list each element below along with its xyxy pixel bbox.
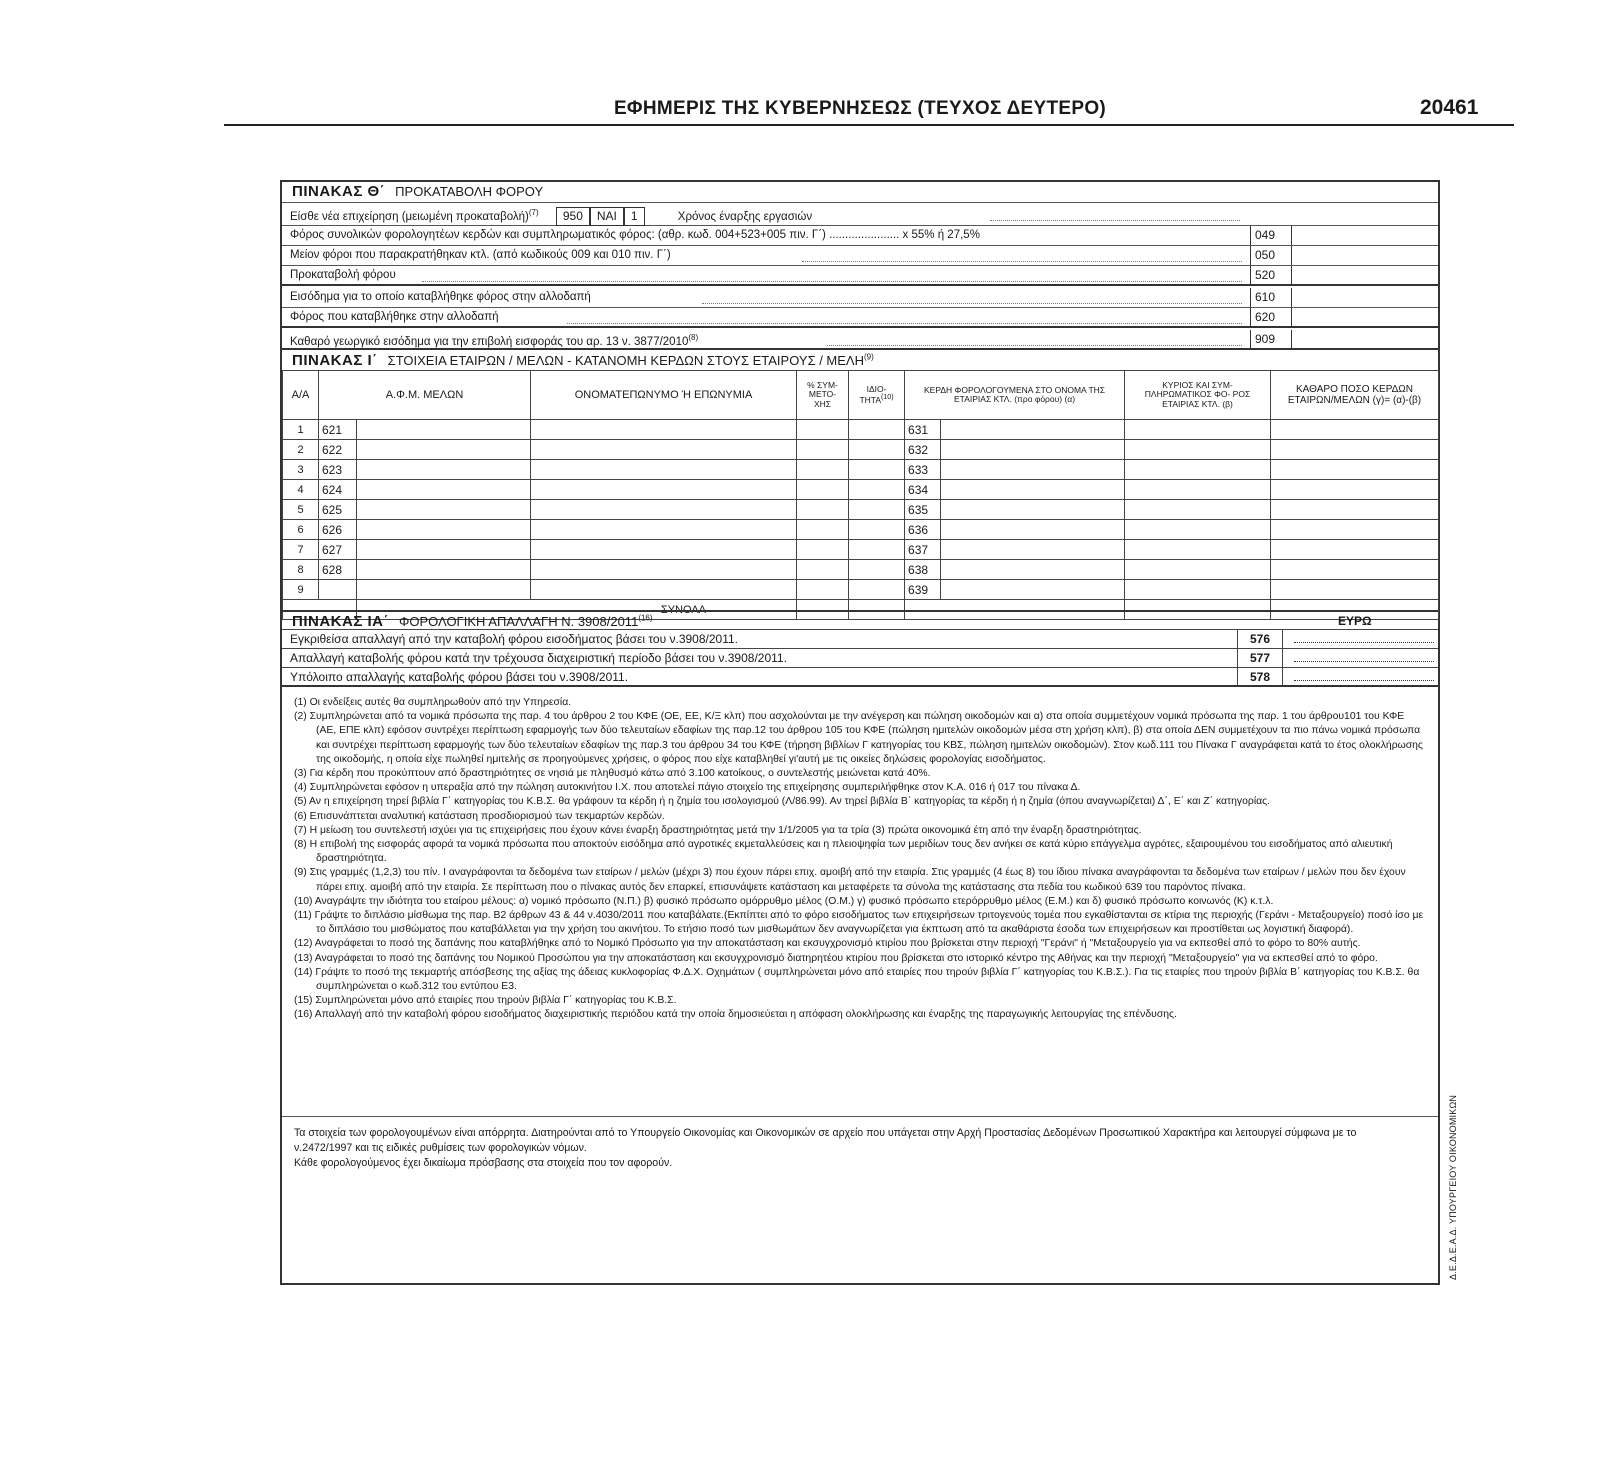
afm-input[interactable] [357, 440, 531, 460]
header-divider [224, 124, 1514, 126]
footnote-item: (2) Συμπληρώνεται από τα νομικά πρόσωπα της παρ. 4 του άρθρου 2 του ΚΦΕ (ΟΕ, ΕΕ, Κ/Ξ κλπ) που ασχολούνται με την ανέγερση και πώληση οικοδομών και α) στα οποία συμμετέχουν νομικά πρόσωπα της παρ. 1 του άρθρου101 του ΚΦΕ (ΑΕ, ΕΠΕ κλπ) εφόσον συντρέχει περίπτωση εφαρμογής των δύο τελευταίων εδαφίων της παρ.12 του άρθρου 105 του ΚΦΕ (πώληση ημιτελών οικοδομών μέσα στη χρήση κλπ), β) στα οποία ΔΕΝ συμμετέχουν τα πιο πάνω νομικά πρόσωπα και συντρέχει περίπτωση εφαρμογής των δύο τελευταίων εδαφίων της παρ.3 του άρθρου 34 του ΚΦΕ (τήρηση βιβλίων Γ κατηγορίας του ΚΒΣ, πώληση ημιτελών οικοδομών). Στον κωδ.111 του Πίνακα Γ αναγράφεται κατά το έτος ολοκλήρωσης της οικοδομής, η οποία είχε πωληθεί ημιτελής σε προηγούμενες χρήσεις, ο φόρος που είχε καταβληθεί γι'αυτή με τις οικείες δηλώσεις φορολογίας εισοδήματος. [294, 711, 1423, 765]
row-number: 7 [283, 540, 319, 560]
table-row [283, 420, 1439, 440]
ia-row-576 [282, 630, 1438, 649]
dot-leader [422, 269, 1242, 282]
new-business-value[interactable]: 1 [624, 207, 645, 226]
row-number: 9 [283, 580, 319, 600]
footnote-item: (10) Αναγράψτε την ιδιότητα του εταίρου μέλους: α) νομικό πρόσωπο (Ν.Π.) β) φυσικό πρόσωπο ομόρρυθμο μέλος (Ο.Μ.) γ) φυσικό πρόσωπο ετερόρρυθμο μέλος (Ε.Μ.) και δ) φυσικό πρόσωπο κοινωνός (Κ) κ.τ.λ. [294, 895, 1274, 907]
tax-form [280, 180, 1440, 1285]
new-business-yes[interactable]: ΝΑΙ [590, 207, 624, 226]
col-share: % ΣΥΜ- ΜΕΤΟ- ΧΗΣ [797, 371, 849, 420]
net-input[interactable] [1271, 540, 1439, 560]
net-input[interactable] [1271, 460, 1439, 480]
theta-row-label: Προκαταβολή φόρου [290, 269, 396, 281]
footnote-item: (5) Αν η επιχείρηση τηρεί βιβλία Γ΄ κατηγορίας του Κ.Β.Σ. θα γράφουν τα κέρδη ή η ζημία του ισολογισμού (Λ/86.99). Αν τηρεί βιβλία Β΄ κατηγορίας τα κέρδη ή η ζημία (όπου αναγνωρίζεται) Δ΄, Ε΄ και Ζ΄ κατηγορίας. [294, 796, 1271, 808]
code-610: 610 [1250, 288, 1292, 307]
col-profits: ΚΕΡΔΗ ΦΟΡΟΛΟΓΟΥΜΕΝΑ ΣΤΟ ΟΝΟΜΑ ΤΗΣ ΕΤΑΙΡΙΑΣ ΚΤΛ. (προ φόρου) (α) [905, 371, 1125, 420]
name-input[interactable] [531, 560, 797, 580]
footnotes [294, 696, 1424, 1023]
table-row [283, 560, 1439, 580]
net-input[interactable] [1271, 580, 1439, 600]
footnote-item: (9) Στις γραμμές (1,2,3) του πίν. Ι αναγράφονται τα δεδομένα των εταίρων / μελών (μέχρι 3) που έχουν πάρει επιχ. αμοιβή από την εταιρία. Στις γραμμές (4 έως 8) του ίδιου πίνακα αναγράφονται τα δεδομένα των εταίρων / μελών που δεν έχουν πάρει επιχ. αμοιβή από την εταιρία. Σε περίπτωση που ο πίνακας αυτός δεν επαρκεί, επισυνάψετε κατάσταση και μεταφέρετε τα σύνολα της κατάστασης στα πεδία του κωδικού 639 του παρόντος πίνακα. [294, 867, 1406, 893]
profit-input[interactable] [941, 580, 1125, 600]
status-input[interactable] [849, 540, 905, 560]
theta-row-label: Εισόδημα για το οποίο καταβλήθηκε φόρος στην αλλοδαπή [290, 291, 591, 303]
row-number: 6 [283, 520, 319, 540]
afm-input[interactable] [357, 520, 531, 540]
afm-code: 622 [319, 440, 357, 460]
code-576: 576 [1237, 630, 1283, 648]
dot-leader [802, 249, 1242, 262]
footnote-item: (3) Για κέρδη που προκύπτουν από δραστηριότητες σε νησιά με πληθυσμό κάτω από 3.100 κατοίκους, ο συντελεστής μειώνεται κατά 40%. [294, 768, 931, 780]
status-input[interactable] [849, 580, 905, 600]
footnote-item: (11) Γράψτε το διπλάσιο μίσθωμα της παρ. Β2 άρθρων 43 & 44 ν.4030/2011 που καταβάλατε.(Εκπίπτει από το φόρο εισοδήματος των επιχειρήσεων τριτογενούς τομέα που εγκαθίστανται σε κτίρια της περιοχής (Γεράνι - Μεταξουργείο) ποσό ίσο με το διπλάσιο του μισθώματος που καταβάλλεται για την χρήση του ακινήτου. Το ετήσιο ποσό των μισθωμάτων δεν αναγνωρίζεται για έκπτωση από τα ακαθάριστα έσοδα των επιχειρήσεων και προστίθεται ως λογιστική διαφορά). [294, 910, 1424, 936]
section-iota-subtitle: ΣΤΟΙΧΕΙΑ ΕΤΑΙΡΩΝ / ΜΕΛΩΝ - ΚΑΤΑΝΟΜΗ ΚΕΡΔΩΝ ΣΤΟΥΣ ΕΤΑΙΡΟΥΣ / ΜΕΛΗ [387, 353, 865, 368]
section-iota-header [282, 352, 1438, 370]
table-row [283, 580, 1439, 600]
theta-row-909 [282, 330, 1438, 350]
net-input[interactable] [1271, 420, 1439, 440]
new-business-sup: (7) [528, 208, 539, 218]
tax-input[interactable] [1125, 440, 1271, 460]
row-number: 8 [283, 560, 319, 580]
section-iota-sup: (9) [864, 352, 874, 362]
value-909-input[interactable] [1292, 330, 1438, 349]
afm-code: 627 [319, 540, 357, 560]
theta-row-049 [282, 226, 1438, 246]
footnote-item: (4) Συμπληρώνεται εφόσον η υπεραξία από την πώληση αυτοκινήτου Ι.Χ. που αποτελεί πάγιο στοιχείο της επιχείρησης συμπεριλήφθηκε στον Κ.Α. 016 ή 017 του πίνακα Δ. [294, 782, 1081, 794]
share-input[interactable] [797, 500, 849, 520]
share-input[interactable] [797, 460, 849, 480]
col-status [849, 371, 905, 420]
footnote-item: (1) Οι ενδείξεις αυτές θα συμπληρωθούν από την Υπηρεσία. [294, 697, 572, 708]
tax-input[interactable] [1125, 500, 1271, 520]
afm-code: 624 [319, 480, 357, 500]
afm-input[interactable] [357, 580, 531, 600]
col-afm: Α.Φ.Μ. ΜΕΛΩΝ [319, 371, 531, 420]
col-aa: Α/Α [283, 371, 319, 420]
profit-input[interactable] [941, 440, 1125, 460]
row-number: 2 [283, 440, 319, 460]
profit-code: 637 [905, 540, 941, 560]
status-input[interactable] [849, 460, 905, 480]
ia-row-label: Απαλλαγή καταβολής φόρου κατά την τρέχουσα διαχειριστική περίοδο βάσει του ν.3908/2011. [290, 651, 787, 665]
value-049-input[interactable] [1292, 226, 1438, 245]
value-520-input[interactable] [1292, 266, 1438, 285]
afm-input[interactable] [357, 480, 531, 500]
profit-code: 636 [905, 520, 941, 540]
share-input[interactable] [797, 480, 849, 500]
profit-code: 638 [905, 560, 941, 580]
afm-input[interactable] [357, 420, 531, 440]
share-input[interactable] [797, 520, 849, 540]
tax-input[interactable] [1125, 580, 1271, 600]
net-input[interactable] [1271, 480, 1439, 500]
status-input[interactable] [849, 560, 905, 580]
totals-label: ΣΥΝΟΛΑ [357, 600, 797, 620]
profit-input[interactable] [941, 460, 1125, 480]
value-577-input[interactable] [1294, 661, 1434, 662]
section-theta-subtitle: ΠΡΟΚΑΤΑΒΟΛΗ ΦΟΡΟΥ [395, 184, 544, 199]
footnote-item: (6) Επισυνάπτεται αναλυτική κατάσταση προσδιορισμού των τεκμαρτών κερδών. [294, 810, 665, 822]
section-ia-subtitle: ΦΟΡΟΛΟΓΙΚΗ ΑΠΑΛΛΑΓΗ Ν. 3908/2011 [399, 614, 639, 629]
members-table [282, 370, 1439, 620]
code-578: 578 [1237, 668, 1283, 686]
col-tax: ΚΥΡΙΟΣ ΚΑΙ ΣΥΜ- ΠΛΗΡΩΜΑΤΙΚΟΣ ΦΟ- ΡΟΣ ΕΤΑΙΡΙΑΣ ΚΤΛ. (β) [1125, 371, 1271, 420]
new-business-row [282, 202, 1438, 226]
section-iota-title: ΠΙΝΑΚΑΣ Ι΄ [292, 352, 378, 369]
net-input[interactable] [1271, 520, 1439, 540]
ia-row-577 [282, 649, 1438, 668]
section-theta-title: ΠΙΝΑΚΑΣ Θ΄ [292, 183, 386, 200]
start-year-label: Χρόνος έναρξης εργασιών [677, 211, 813, 223]
afm-code: 621 [319, 420, 357, 440]
theta-row-620 [282, 308, 1438, 328]
afm-input[interactable] [357, 540, 531, 560]
profit-input[interactable] [941, 540, 1125, 560]
afm-input[interactable] [357, 460, 531, 480]
value-050-input[interactable] [1292, 246, 1438, 265]
dot-leader [567, 311, 1242, 324]
value-576-input[interactable] [1294, 642, 1434, 643]
start-year-input[interactable] [990, 208, 1240, 221]
theta-row-050 [282, 246, 1438, 266]
profit-code: 631 [905, 420, 941, 440]
currency-label: ΕΥΡΩ [1338, 614, 1372, 628]
profit-code: 633 [905, 460, 941, 480]
table-row [283, 480, 1439, 500]
table-row [283, 540, 1439, 560]
tax-input[interactable] [1125, 460, 1271, 480]
name-input[interactable] [531, 520, 797, 540]
tax-input[interactable] [1125, 540, 1271, 560]
theta-row-520 [282, 266, 1438, 286]
code-050: 050 [1250, 246, 1292, 265]
table-row [283, 440, 1439, 460]
theta-row-label: Μείον φόροι που παρακρατήθηκαν κτλ. (από κωδικούς 009 και 010 πιν. Γ΄) [290, 249, 671, 261]
section-ia-sup: (16) [638, 613, 653, 623]
col-status-label: ΙΔΙΟ- ΤΗΤΑ [859, 383, 887, 405]
value-610-input[interactable] [1292, 288, 1438, 307]
footnote-item: (13) Αναγράφεται το ποσό της δαπάνης του Νομικού Προσώπου για την αποκατάσταση και εκσυγχρονισμό διατηρητέου κτιρίου που βρίσκεται στο ιστορικό κέντρο της Αθήνας και την περιοχή "Μεταξουργείο" για να εκπεσθεί από το φόρο. [294, 952, 1378, 964]
gazette-title: ΕΦΗΜΕΡΙΣ ΤΗΣ ΚΥΒΕΡΝΗΣΕΩΣ (ΤΕΥΧΟΣ ΔΕΥΤΕΡΟ) [613, 98, 1107, 119]
new-business-code: 950 [556, 207, 590, 226]
profit-code: 634 [905, 480, 941, 500]
col-name: ΟΝΟΜΑΤΕΠΩΝΥΜΟ Ή ΕΠΩΝΥΜΙΑ [531, 371, 797, 420]
profit-input[interactable] [941, 520, 1125, 540]
footnote-item: (16) Απαλλαγή από την καταβολή φόρου εισοδήματος διαχειριστικής περιόδου κατά την οποία δημοσιεύεται η απόφαση ολοκλήρωσης και έναρξης της παραγωγικής λειτουργίας της επένδυσης. [294, 1009, 1177, 1021]
name-input[interactable] [531, 460, 797, 480]
theta-row-sup: (8) [688, 333, 699, 342]
footnote-item: (7) Η μείωση του συντελεστή ισχύει για τις επιχειρήσεις που έχουν κάνει έναρξη δραστηριότητας μετά την 1/1/2005 για τα τρία (3) πρώτα οικονομικά έτη από την έναρξη δραστηριότητας. [294, 824, 1142, 836]
ministry-stamp: Δ.Ε.Δ.Ε.Α.Δ. ΥΠΟΥΡΓΕΙΟΥ ΟΙΚΟΝΟΜΙΚΩΝ [1448, 1094, 1458, 1280]
status-input[interactable] [849, 520, 905, 540]
status-input[interactable] [849, 440, 905, 460]
profit-input[interactable] [941, 560, 1125, 580]
footnote-item: (12) Αναγράφεται το ποσό της δαπάνης που καταβλήθηκε από το Νομικό Πρόσωπο για την αποκατάσταση και εκσυγχρονισμό κτιρίου που βρίσκεται στην περιοχή "Γεράνι" ή "Μεταξουργείο για να εκπεσθεί από το φόρο το 80% αυτής. [294, 938, 1361, 950]
privacy-notice [294, 1126, 1404, 1171]
privacy-text: Τα στοιχεία των φορολογουμένων είναι απόρρητα. Διατηρούνται από το Υπουργείο Οικονομίας και Οικονομικών σε αρχείο που υπάγεται στην Αρχή Προστασίας Δεδομένων Προσωπικού Χαρακτήρα και λειτουργεί σύμφωνα με το ν.2472/1997 και τις ειδικές ρυθμίσεις των φορολογικών νόμων. [294, 1127, 1357, 1154]
table-row [283, 460, 1439, 480]
profit-input[interactable] [941, 480, 1125, 500]
code-520: 520 [1250, 266, 1292, 285]
code-909: 909 [1250, 330, 1292, 349]
tax-input[interactable] [1125, 520, 1271, 540]
net-input[interactable] [1271, 560, 1439, 580]
page-number: 20461 [1420, 96, 1479, 119]
name-input[interactable] [531, 580, 797, 600]
ia-row-label: Υπόλοιπο απαλλαγής καταβολής φόρου βάσει του ν.3908/2011. [290, 670, 629, 684]
profit-code: 635 [905, 500, 941, 520]
code-620: 620 [1250, 308, 1292, 327]
theta-row-label: Φόρος συνολικών φορολογητέων κερδών και συμπληρωματικός φόρος: (αθρ. κωδ. 004+523+005 πιν. Γ΄) ...................... x 55% ή 27,5% [290, 229, 980, 241]
section-ia-header [282, 610, 1438, 630]
theta-row-label: Φόρος που καταβλήθηκε στην αλλοδαπή [290, 311, 499, 323]
privacy-text-2: Κάθε φορολογούμενος έχει δικαίωμα πρόσβασης στα στοιχεία που τον αφορούν. [294, 1157, 673, 1169]
code-577: 577 [1237, 649, 1283, 667]
net-input[interactable] [1271, 500, 1439, 520]
new-business-label: Είσθε νέα επιχείρηση (μειωμένη προκαταβολή) [290, 211, 529, 223]
profit-input[interactable] [941, 500, 1125, 520]
name-input[interactable] [531, 480, 797, 500]
afm-code: 623 [319, 460, 357, 480]
footnote-item: (14) Γράψτε το ποσό της τεκμαρτής απόσβεσης της αξίας της άδειας κυκλοφορίας Φ.Δ.Χ. Οχημάτων ( συμπληρώνεται μόνο από εταιρίες που τηρούν βιβλία Γ΄ κατηγορίας του Κ.Β.Σ.). Για τις εταιρίες που τηρούν βιβλία Β΄ κατηγορίας του Κ.Β.Σ. θα συμπληρώνεται ο κωδ.312 του εντύπου Ε3. [294, 966, 1420, 993]
value-578-input[interactable] [1294, 680, 1434, 681]
section-ia-title: ΠΙΝΑΚΑΣ ΙΑ΄ [292, 613, 389, 630]
status-input[interactable] [849, 420, 905, 440]
share-input[interactable] [797, 580, 849, 600]
name-input[interactable] [531, 440, 797, 460]
table-row [283, 520, 1439, 540]
dot-leader [827, 333, 1242, 346]
table-header-row [283, 371, 1439, 420]
share-input[interactable] [797, 420, 849, 440]
table-row [283, 500, 1439, 520]
share-input[interactable] [797, 540, 849, 560]
status-input[interactable] [849, 480, 905, 500]
afm-code: 626 [319, 520, 357, 540]
col-net: ΚΑΘΑΡΟ ΠΟΣΟ ΚΕΡΔΩΝ ΕΤΑΙΡΩΝ/ΜΕΛΩΝ (γ)= (α)-(β) [1271, 371, 1439, 420]
theta-row-610 [282, 288, 1438, 308]
row-number: 1 [283, 420, 319, 440]
section-theta-header [282, 182, 1438, 203]
share-input[interactable] [797, 560, 849, 580]
tax-input[interactable] [1125, 480, 1271, 500]
afm-input[interactable] [357, 500, 531, 520]
name-input[interactable] [531, 420, 797, 440]
name-input[interactable] [531, 540, 797, 560]
name-input[interactable] [531, 500, 797, 520]
footnote-item: (8) Η επιβολή της εισφοράς αφορά τα νομικά πρόσωπα που αποκτούν εισόδημα από αγροτικές εκμεταλλεύσεις και η πλειοψηφία των μεριδίων τους δεν ανήκει σε κατά κύριο επάγγελμα αγρότες, εξαιρουμένου του εισοδήματος από αλιευτική δραστηριότητα. [294, 839, 1393, 865]
status-input[interactable] [849, 500, 905, 520]
theta-row-label: Καθαρό γεωργικό εισόδημα για την επιβολή εισφοράς του αρ. 13 ν. 3877/2010 [290, 335, 689, 348]
row-number: 3 [283, 460, 319, 480]
ia-row-578 [282, 668, 1438, 687]
dot-leader [702, 291, 1242, 304]
col-status-sup: (10) [881, 393, 894, 402]
tax-input[interactable] [1125, 560, 1271, 580]
ia-row-label: Εγκριθείσα απαλλαγή από την καταβολή φόρου εισοδήματος βάσει του ν.3908/2011. [290, 632, 738, 646]
footnote-item: (15) Συμπληρώνεται μόνο από εταιρίες που τηρούν βιβλία Γ΄ κατηγορίας του Κ.Β.Σ. [294, 995, 677, 1007]
row-number: 5 [283, 500, 319, 520]
profit-code: 632 [905, 440, 941, 460]
net-input[interactable] [1271, 440, 1439, 460]
profit-code: 639 [905, 580, 941, 600]
code-049: 049 [1250, 226, 1292, 245]
afm-input[interactable] [357, 560, 531, 580]
share-input[interactable] [797, 440, 849, 460]
value-620-input[interactable] [1292, 308, 1438, 327]
afm-code: 625 [319, 500, 357, 520]
afm-code [319, 580, 357, 600]
profit-input[interactable] [941, 420, 1125, 440]
footnotes-divider [282, 1116, 1438, 1117]
row-number: 4 [283, 480, 319, 500]
afm-code: 628 [319, 560, 357, 580]
tax-input[interactable] [1125, 420, 1271, 440]
